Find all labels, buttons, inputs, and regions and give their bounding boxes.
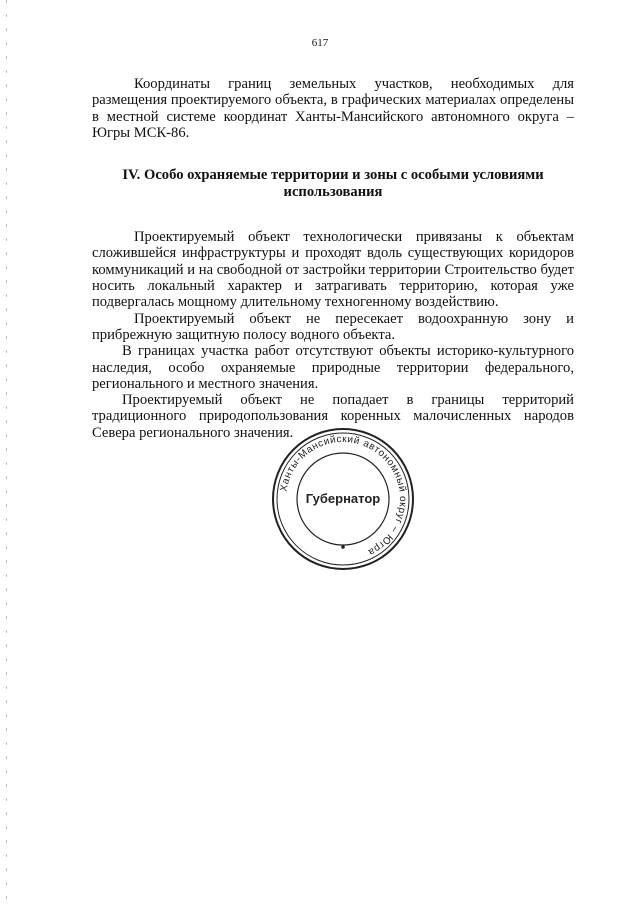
scan-edge-artifact <box>6 0 7 905</box>
paragraph-infrastructure: Проектируемый объект технологически привязаны к объектам сложившейся инфраструктуры и проходят вдоль существующих коридоров коммуникаций и на свободной от застройки территории Строительство будет носить локальный характер и затрагивать территорию, которая уже подвергалась мощному длительному техногенному воздействию. <box>92 229 574 311</box>
document-body <box>92 76 574 441</box>
paragraph-heritage: В границах участка работ отсутствуют объекты историко-культурного наследия, особо охраняемые природные территории федерального, регионального и местного значения. <box>92 343 574 392</box>
paragraph-coordinates: Координаты границ земельных участков, необходимых для размещения проектируемого объекта, в графических материалах определены в местной системе координат Ханты-Мансийского автономного округа – Югры МСК-86. <box>92 76 574 141</box>
seal-center-text: Губернатор <box>305 491 381 506</box>
official-seal <box>269 425 417 573</box>
seal-ring-text: Ханты-Мансийский автономный округ – Югра <box>278 433 409 558</box>
section-heading: IV. Особо охраняемые территории и зоны с особыми условиями использования <box>122 167 544 201</box>
paragraph-traditional-land: Проектируемый объект не попадает в границы территорий традиционного природопользования коренных малочисленных народов Севера регионального значения. <box>92 392 574 441</box>
page-number: 617 <box>311 37 329 49</box>
seal-star-icon <box>341 545 345 549</box>
paragraph-water-zone: Проектируемый объект не пересекает водоохранную зону и прибрежную защитную полосу водного объекта. <box>92 310 574 343</box>
seal-graphic <box>269 425 417 573</box>
